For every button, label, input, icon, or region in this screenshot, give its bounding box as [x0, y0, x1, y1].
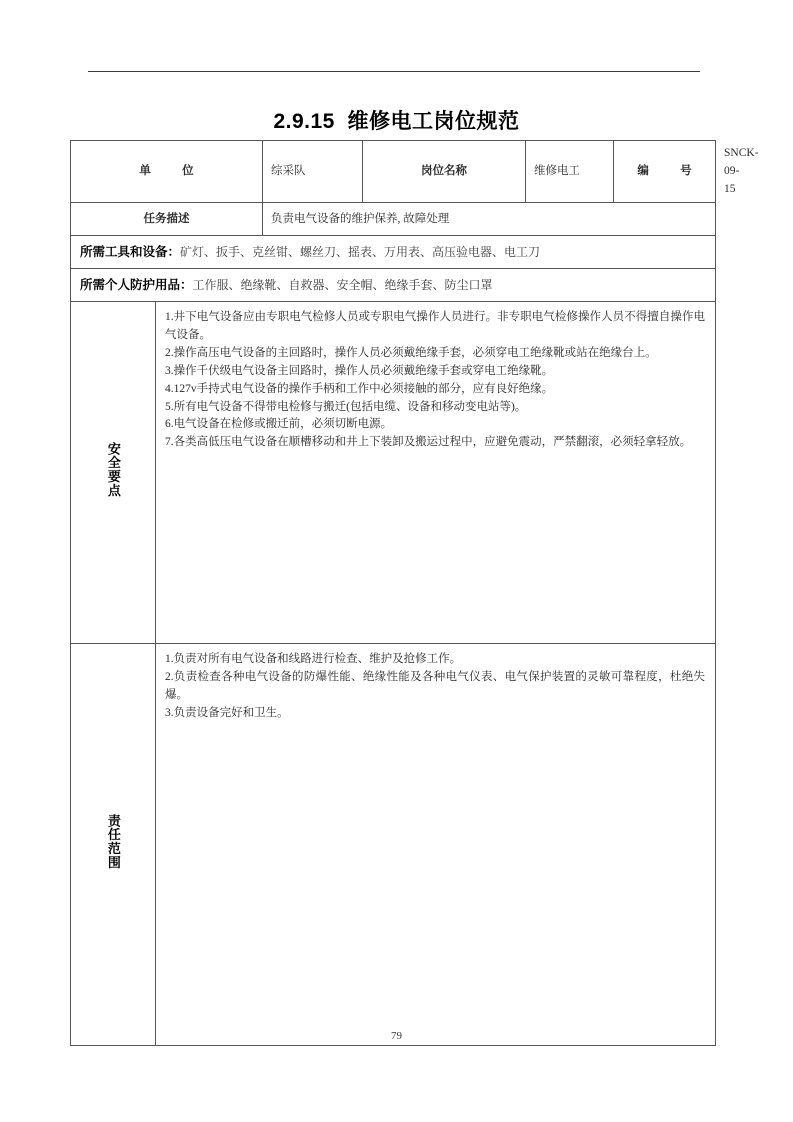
table-row-safety-points	[71, 302, 716, 644]
list-item: 6.电气设备在检修或搬迁前，必须切断电源。	[165, 418, 393, 431]
label-duty-scope: 责任范围	[105, 813, 121, 870]
cell-tools	[71, 236, 716, 269]
value-task-description: 负责电气设备的维护保养, 故障处理	[263, 203, 716, 236]
table-row-task-description	[71, 203, 716, 236]
cell-label-duty-scope	[71, 644, 156, 1046]
list-item: 1.井下电气设备应由专职电气检修人员或专职电气操作人员进行。非专职电气检修操作人员不得擅自操作电气设备。	[165, 311, 706, 342]
list-item: 3.负责设备完好和卫生。	[165, 706, 289, 719]
table-row-tools	[71, 236, 716, 269]
list-item: 1.负责对所有电气设备和线路进行检查、维护及抢修工作。	[165, 653, 462, 666]
cell-ppe	[71, 269, 716, 302]
table-row-duty-scope	[71, 644, 716, 1046]
value-post-name: 维修电工	[526, 141, 614, 203]
list-item: 4.127v手持式电气设备的操作手柄和工作中必须接触的部分，应有良好绝缘。	[165, 382, 554, 395]
page-number: 79	[391, 1030, 402, 1042]
label-safety-points: 安全要点	[105, 441, 121, 498]
value-unit: 综采队	[263, 141, 363, 203]
list-item: 7.各类高低压电气设备在顺槽移动和井上下装卸及搬运过程中，应避免震动，严禁翻滚，必须轻拿轻放。	[165, 436, 692, 449]
value-tools: 矿灯、扳手、克丝钳、螺丝刀、摇表、万用表、高压验电器、电工刀	[180, 244, 541, 259]
cell-label-safety-points	[71, 302, 156, 644]
value-ppe: 工作服、绝缘靴、自救器、安全帽、绝缘手套、防尘口罩	[192, 277, 493, 292]
page-title: 2.9.15 维修电工岗位规范	[273, 110, 520, 133]
label-code: 编 号	[614, 141, 716, 203]
label-post-name: 岗位名称	[363, 141, 526, 203]
header-divider-rule	[88, 71, 700, 72]
list-item: 2.负责检查各种电气设备的防爆性能、绝缘性能及各种电气仪表、电气保护装置的灵敏可靠程度，杜绝失爆。	[165, 671, 706, 702]
list-item: 5.所有电气设备不得带电检修与搬迁(包括电缆、设备和移动变电站等)。	[165, 400, 527, 413]
table-row-ppe	[71, 269, 716, 302]
list-item: 2.操作高压电气设备的主回路时，操作人员必须戴绝缘手套，必须穿电工绝缘靴或站在绝缘台上。	[165, 347, 657, 360]
label-tools: 所需工具和设备：	[80, 244, 181, 259]
label-unit: 单 位	[71, 141, 263, 203]
list-item: 3.操作千伏级电气设备主回路时，操作人员必须戴绝缘手套或穿电工绝缘靴。	[165, 364, 554, 377]
table-row-unit: 单 位 综采队 岗位名称 维修电工 编 号 SNCK-09-15	[71, 141, 716, 203]
cell-duty-scope-content	[156, 644, 716, 1046]
job-specification-table	[70, 140, 759, 1046]
label-task-description: 任务描述	[71, 203, 263, 236]
label-ppe: 所需个人防护用品：	[80, 277, 193, 292]
cell-safety-points-content	[156, 302, 716, 644]
